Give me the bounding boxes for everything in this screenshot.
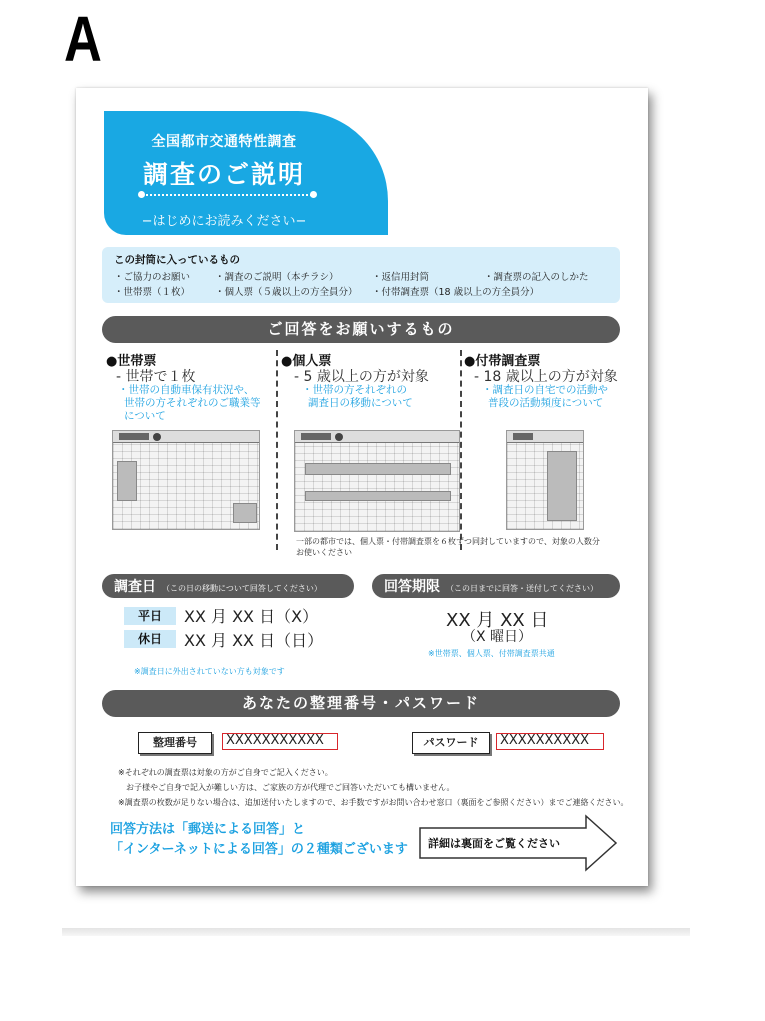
contents-item: ・調査のご説明（本チラシ） (215, 272, 339, 283)
response-method-text (110, 820, 408, 860)
supplementary-form-count: - 18 歳以上の方が対象 (474, 369, 618, 385)
flyer-page (76, 88, 648, 886)
personal-form-thumbnail (294, 430, 460, 532)
desc-line: 普段の活動頻度について (488, 397, 604, 409)
contents-item: ・調査票の記入のしかた (484, 272, 589, 283)
bottom-shadow-line (62, 928, 690, 936)
see-back-arrow (418, 814, 618, 872)
holiday-date: XX 月 XX 日（日） (184, 631, 324, 650)
weekday-tag: 平日 (124, 607, 176, 625)
thumb-block (117, 461, 137, 501)
desc-line: ・世帯の自動車保有状況や、 (118, 384, 255, 396)
contents-item: ・付帯調査票（18 歳以上の方全員分） (372, 287, 540, 298)
deadline-note: ※世帯票、個人票、付帯調査票共通 (428, 649, 555, 658)
deadline-date: XX 月 XX 日 (446, 610, 549, 631)
deadline-hint: （この日までに回答・送付してください） (446, 584, 598, 593)
id-label: 整理番号 (138, 732, 212, 754)
banner-note: −はじめにお読みください− (141, 214, 307, 229)
household-form-desc (118, 384, 261, 423)
request-section-bar: ご回答をお願いするもの (102, 316, 620, 343)
thumb-tag (119, 433, 149, 440)
banner-subtitle: 全国都市交通特性調査 (151, 134, 297, 150)
panel-label: A (64, 3, 102, 75)
thumb-header (113, 431, 259, 443)
column-divider (276, 350, 278, 550)
password-value: XXXXXXXXXX (496, 733, 604, 750)
weekday-date: XX 月 XX 日（X） (184, 607, 319, 626)
title-banner (104, 111, 388, 235)
thumb-tag (513, 433, 533, 440)
credentials-section-bar: あなたの整理番号・パスワード (102, 690, 620, 717)
thumb-block (233, 503, 257, 523)
note-line: お子様やご自身で記入が難しい方は、ご家族の方が代理でご回答いただいても構いません。 (126, 783, 455, 792)
household-form-count: - 世帯で１枚 (116, 369, 196, 385)
deadline-pill (372, 574, 620, 598)
desc-line: 調査日の移動について (308, 397, 413, 409)
household-form-title: ●世帯票 (106, 354, 157, 369)
thumb-block (547, 451, 577, 521)
personal-form-desc (302, 384, 413, 410)
thumb-block (305, 491, 451, 501)
contents-item: ・ご協力のお願い (114, 272, 191, 283)
envelope-contents-box (102, 247, 620, 303)
method-line: 回答方法は「郵送による回答」と (110, 822, 306, 837)
survey-day-hint: （この日の移動について回答してください） (162, 584, 322, 593)
dot-right-decoration (310, 191, 317, 198)
multi-copy-footnote: 一部の都市では、個人票・付帯調査票を６枚ずつ同封していますので、対象の人数分お使いください (296, 537, 600, 557)
thumb-tag (301, 433, 331, 440)
thumb-circle (335, 433, 343, 441)
deadline-weekday: （X 曜日） (462, 629, 533, 645)
survey-day-note: ※調査日に外出されていない方も対象です (134, 667, 285, 676)
deadline-label: 回答期限 (384, 579, 440, 595)
id-value: XXXXXXXXXXX (222, 733, 338, 750)
personal-form-title: ●個人票 (281, 354, 332, 369)
desc-line: ・調査日の自宅での活動や (482, 384, 608, 396)
household-form-thumbnail (112, 430, 260, 530)
thumb-block (305, 463, 451, 475)
personal-form-count: - 5 歳以上の方が対象 (294, 369, 429, 385)
contents-title: この封筒に入っているもの (114, 254, 240, 266)
password-label: パスワード (412, 732, 490, 754)
method-line: 「インターネットによる回答」の２種類ございます (110, 842, 408, 857)
survey-day-label: 調査日 (114, 579, 156, 595)
see-back-text: 詳細は裏面をご覧ください (428, 837, 560, 850)
column-divider (460, 350, 462, 550)
desc-line: について (124, 410, 166, 422)
thumb-header (295, 431, 459, 443)
contents-item: ・個人票（５歳以上の方全員分） (215, 287, 358, 298)
contents-item: ・返信用封筒 (372, 272, 430, 283)
desc-line: 世帯の方それぞれのご職業等 (124, 397, 261, 409)
survey-day-pill (102, 574, 354, 598)
supplementary-form-thumbnail (506, 430, 584, 530)
holiday-tag: 休日 (124, 630, 176, 648)
banner-title: 調査のご説明 (142, 160, 305, 189)
thumb-circle (153, 433, 161, 441)
thumb-header (507, 431, 583, 443)
desc-line: ・世帯の方それぞれの (302, 384, 407, 396)
note-line: ※それぞれの調査票は対象の方がご自身でご記入ください。 (118, 768, 333, 777)
supplementary-form-desc (482, 384, 608, 410)
dotted-divider (142, 194, 312, 196)
supplementary-form-title: ●付帯調査票 (464, 354, 541, 369)
note-line: ※調査票の枚数が足りない場合は、追加送付いたしますので、お手数ですがお問い合わせ窓口（裏面をご参照ください）までご連絡ください。 (118, 798, 629, 807)
contents-item: ・世帯票（１枚） (114, 287, 191, 298)
